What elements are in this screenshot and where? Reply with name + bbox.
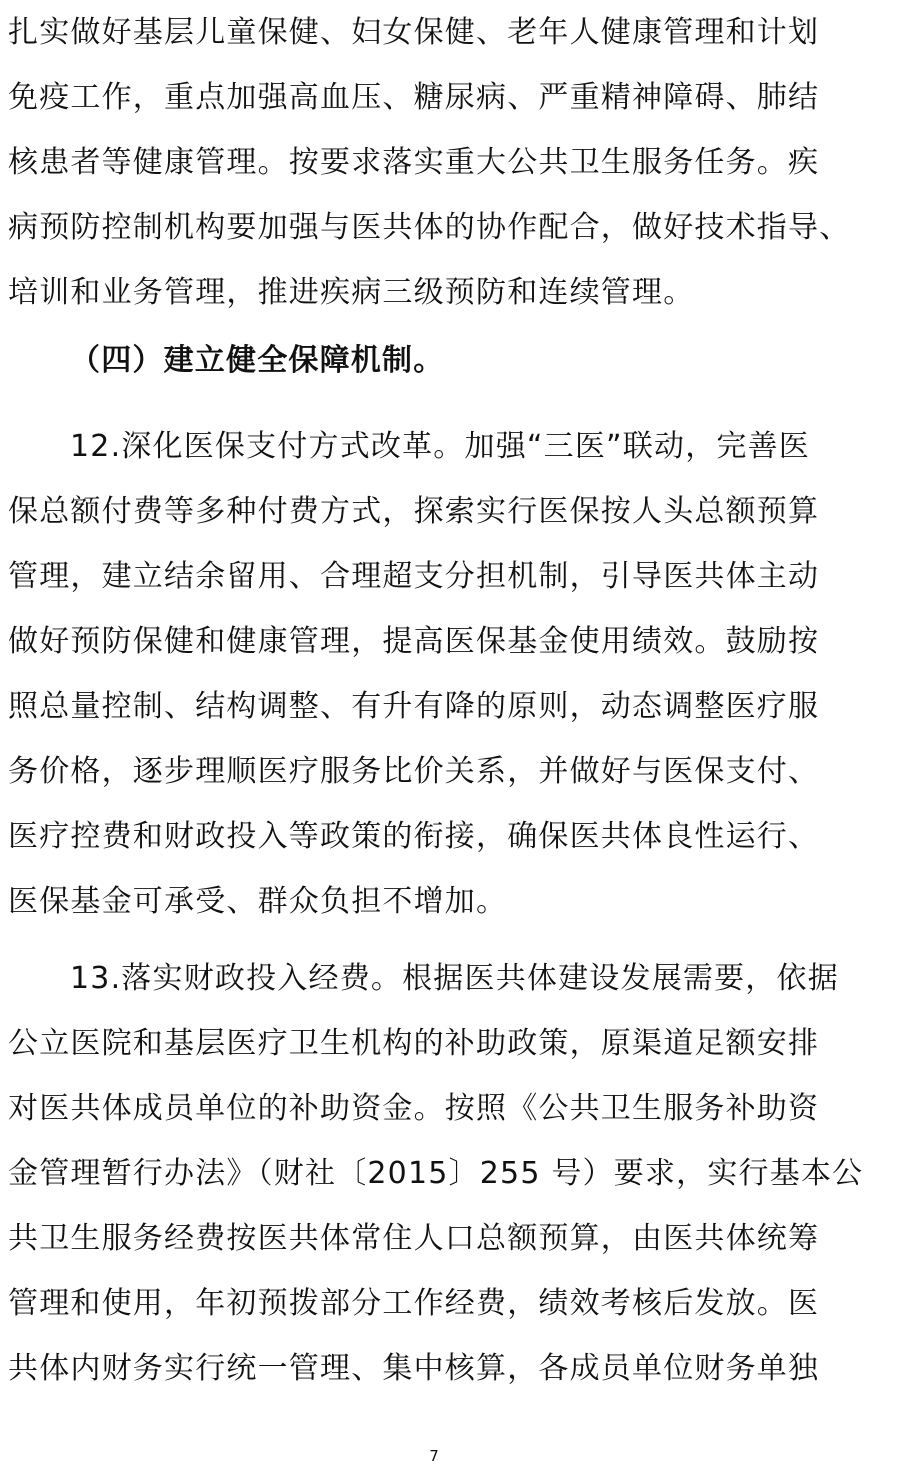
text-line: 金管理暂行办法》（财社〔2015〕255 号）要求，实行基本公	[8, 1156, 864, 1191]
text-line: 培训和业务管理，推进疾病三级预防和连续管理。	[8, 275, 695, 310]
text-line: 免疫工作，重点加强高血压、糖尿病、严重精神障碍、肺结	[8, 80, 820, 115]
text-line: 病预防控制机构要加强与医共体的协作配合，做好技术指导、	[8, 210, 851, 245]
text-line: 保总额付费等多种付费方式，探索实行医保按人头总额预算	[8, 494, 820, 529]
text-line: 共体内财务实行统一管理、集中核算，各成员单位财务单独	[8, 1351, 820, 1386]
text-line: 务价格，逐步理顺医疗服务比价关系，并做好与医保支付、	[8, 754, 820, 789]
text-line: 扎实做好基层儿童保健、妇女保健、老年人健康管理和计划	[8, 15, 820, 50]
text-line: 13.落实财政投入经费。根据医共体建设发展需要，依据	[70, 961, 839, 996]
text-line: 管理和使用，年初预拨部分工作经费，绩效考核后发放。医	[8, 1286, 820, 1321]
paragraph-12	[8, 414, 872, 934]
text-line: 管理，建立结余留用、合理超支分担机制，引导医共体主动	[8, 559, 820, 594]
text-line: 共卫生服务经费按医共体常住人口总额预算，由医共体统筹	[8, 1221, 820, 1256]
page-number: 7	[429, 1447, 439, 1465]
text-line: 照总量控制、结构调整、有升有降的原则，动态调整医疗服	[8, 689, 820, 724]
text-line: 医疗控费和财政投入等政策的衔接，确保医共体良性运行、	[8, 819, 820, 854]
text-line: 公立医院和基层医疗卫生机构的补助政策，原渠道足额安排	[8, 1026, 820, 1061]
paragraph-13	[8, 946, 872, 1401]
text-line: 做好预防保健和健康管理，提高医保基金使用绩效。鼓励按	[8, 624, 820, 659]
paragraph-top	[8, 0, 872, 325]
text-line: 12.深化医保支付方式改革。加强“三医”联动，完善医	[70, 429, 810, 464]
text-line: 医保基金可承受、群众负担不增加。	[8, 884, 508, 919]
text-line: 对医共体成员单位的补助资金。按照《公共卫生服务补助资	[8, 1091, 820, 1126]
text-line: 核患者等健康管理。按要求落实重大公共卫生服务任务。疾	[8, 145, 820, 180]
section-heading: （四）建立健全保障机制。	[70, 343, 445, 378]
